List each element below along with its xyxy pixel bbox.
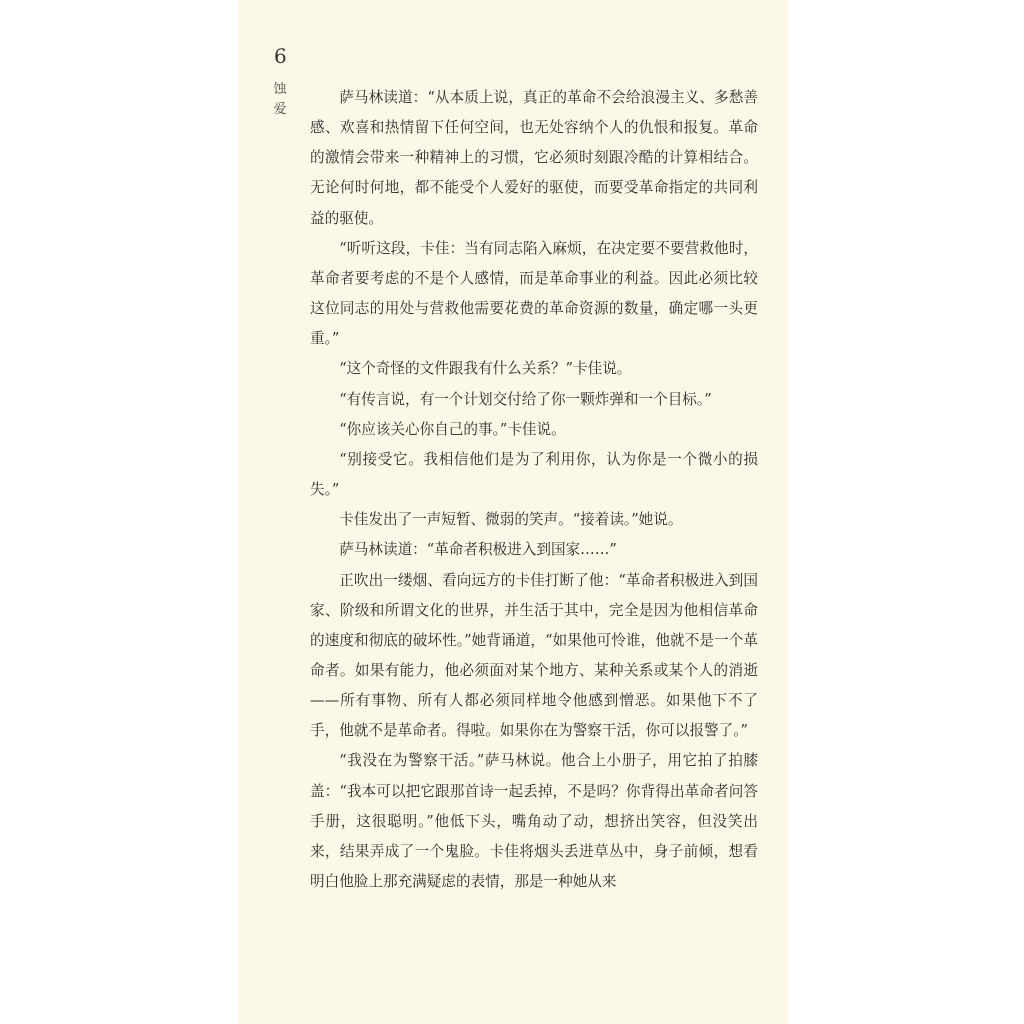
paragraph: 卡佳发出了一声短暂、微弱的笑声。“接着读。”她说。 [339, 511, 683, 529]
page-number: 6 [274, 44, 287, 68]
paragraph: 萨马林读道：“革命者积极进入到国家……” [339, 541, 617, 559]
paragraph: “这个奇怪的文件跟我有什么关系？”卡佳说。 [339, 360, 632, 378]
paragraph: “有传言说，有一个计划交付给了你一颗炸弹和一个目标。” [339, 390, 712, 408]
body-text [310, 83, 758, 897]
paragraph: 萨马林读道：“从本质上说，真正的革命不会给浪漫主义、多愁善感、欢喜和热情留下任何空间，也无处容纳个人的仇恨和报复。革命的激情会带来一种精神上的习惯，它必须时刻跟冷酷的计算相结合。无论何时何地，都不能受个人爱好的驱使，而要受革命指定的共同利益的驱使。 [310, 89, 758, 227]
paragraph: “别接受它。我相信他们是为了利用你，认为你是一个微小的损失。” [310, 450, 758, 499]
paragraph: 正吹出一缕烟、看向远方的卡佳打断了他：“革命者积极进入到国家、阶级和所谓文化的世界，并生活于其中，完全是因为他相信革命的速度和彻底的破坏性。”她背诵道，“如果他可怜谁，他就不是一个革命者。如果有能力，他必须面对某个地方、某种关系或某个人的消逝——所有事物、所有人都必须同样地令他感到憎恶。如果他下不了手，他就不是革命者。得啦。如果你在为警察干活，你可以报警了。” [310, 571, 758, 740]
running-title: 蚀爱 [273, 82, 287, 117]
paragraph: “你应该关心你自己的事。”卡佳说。 [339, 420, 566, 438]
paragraph: “听听这段，卡佳：当有同志陷入麻烦，在决定要不要营救他时，革命者要考虑的不是个人感情，而是革命事业的利益。因此必须比较这位同志的用处与营救他需要花费的革命资源的数量，确定哪一头更重。” [310, 239, 758, 348]
book-page [238, 0, 788, 1024]
paragraph: “我没在为警察干活。”萨马林说。他合上小册子，用它拍了拍膝盖：“我本可以把它跟那首诗一起丢掉，不是吗？你背得出革命者问答手册，这很聪明。”他低下头，嘴角动了动，想挤出笑容，但没笑出来，结果弄成了一个鬼脸。卡佳将烟头丢进草丛中，身子前倾，想看明白他脸上那充满疑虑的表情，那是一种她从来 [310, 752, 758, 891]
